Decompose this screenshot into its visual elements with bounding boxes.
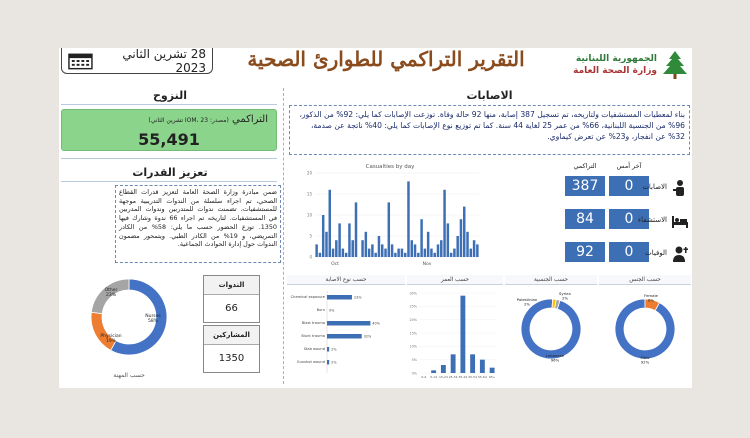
report-page	[59, 48, 692, 388]
daily-bar	[470, 249, 472, 257]
injury-type-value: 32%	[363, 334, 372, 339]
daily-bar	[430, 249, 432, 257]
injuries-description: بناء لمعطيات المستشفيات ولتاريخه، تم تسجيل 387 إصابة، منها 92 حالة وفاة. توزعت الإصابات كما يلي: 92% من الذكور، 96% من الجنسية اللبنانية، 66% من عمر 25 لغاية 44 سنة. كما تم توزيع نوع الإصابات كما يلي: 40% ناتجة عن صدمة، 32% عن انفجار، و23% عن تعرض كيماوي.	[289, 105, 690, 155]
x-tick-oct: Oct	[331, 262, 339, 267]
daily-bar	[388, 202, 390, 257]
daily-bar	[315, 244, 317, 257]
row-label-injured: الاصابات	[642, 183, 667, 191]
injury-type-bar	[327, 295, 352, 300]
y-tick-label: 30%	[409, 291, 417, 296]
daily-bar	[345, 253, 347, 257]
age-tick-label: 25-34	[448, 375, 458, 379]
daily-bar	[447, 223, 449, 257]
daily-bar	[325, 232, 327, 257]
capacity-title: تعزيز القدرات	[132, 166, 208, 179]
injuries-title: الاصابات	[466, 89, 513, 102]
nat-label-syrian: Syrian 2%	[558, 291, 572, 301]
age-tick-label: 65+	[488, 375, 496, 379]
divider	[61, 158, 277, 159]
y-tick-label: 5%	[411, 357, 417, 362]
y-tick-label: 10	[306, 212, 312, 218]
daily-bar	[348, 223, 350, 257]
displacement-source-note: (مصدر: IOM، 23 تشرين الثاني)	[148, 117, 229, 124]
daily-bar	[453, 249, 455, 257]
age-bar	[441, 365, 446, 373]
right-column	[287, 85, 692, 388]
y-tick-label: 20	[306, 170, 312, 176]
age-tick-label: 55-64	[478, 375, 487, 379]
injury-type-bar	[327, 360, 329, 365]
date-box	[61, 48, 213, 74]
left-column	[59, 85, 281, 388]
hospitalized-yesterday: 0	[609, 209, 649, 229]
divider	[61, 104, 277, 105]
daily-bar	[424, 249, 426, 257]
age-tick-label: 45-54	[468, 375, 477, 379]
participants-label: المشاركين	[204, 326, 259, 345]
ministry-logo	[549, 50, 689, 80]
injury-type-value: 2%	[331, 347, 337, 352]
gen-label-male: Male 92%	[640, 355, 650, 365]
seminars-label: الندوات	[204, 276, 259, 295]
daily-bar	[407, 181, 409, 257]
daily-bar	[319, 253, 321, 257]
y-tick-label: 20%	[409, 317, 417, 322]
age-bar	[451, 354, 456, 373]
capacity-description: ضمن مبادرة وزارة الصحة العامة لتعزيز قدرات القطاع الصحي، تم اجراء سلسلة من الندوات التدريبية موجهة للمستشفيات، تضمنت ندوات للمتدربين وندوات المدربين في المستشفيات. لتاريخه تم اجراء 66 ندوة وشارك فيها 1350. توزع الحضور حسب ما يلي: 58% من الكادر التمريضي، و 19% من الكادر الطبي. ويتمحور مضمون الندوات حول إدارة الحوادث الجماعية.	[115, 185, 281, 263]
injury-type-label: Chemical exposure	[290, 295, 325, 299]
age-bar	[470, 354, 475, 373]
nationality-donut-chart	[505, 287, 597, 387]
age-tick-label: 5-14	[430, 375, 438, 379]
daily-bar	[456, 236, 458, 257]
y-tick-label: 0	[309, 254, 312, 260]
report-date: 28 تشرين الثاني 2023	[122, 48, 206, 75]
row-label-hospitalized: الاستشفاء	[637, 216, 667, 224]
daily-bar	[404, 253, 406, 257]
col-header-cumulative: التراكمي	[573, 162, 597, 170]
nationality-slice-0	[521, 299, 581, 359]
row-label-deaths: الوفيات	[645, 249, 667, 257]
casualties-by-day-chart	[297, 161, 483, 269]
daily-bar	[433, 253, 435, 257]
injury-type-value: 40%	[372, 321, 380, 326]
injury-type-label: Gunshot wound	[296, 360, 325, 364]
injury-type-bar	[327, 321, 370, 326]
daily-bar	[365, 232, 367, 257]
daily-bar	[371, 244, 373, 257]
displacement-label	[148, 114, 268, 125]
nat-label-lebanese: Lebanese 96%	[545, 353, 565, 363]
daily-bar	[476, 244, 478, 257]
y-tick-label: 10%	[409, 344, 417, 349]
daily-bar	[329, 190, 331, 257]
panel-header-injury-type: حسب نوع الاصابة	[287, 275, 405, 285]
injured-yesterday: 0	[609, 176, 649, 196]
calendar-icon	[68, 52, 93, 70]
gender-donut-chart	[599, 287, 691, 387]
injury-type-chart	[287, 287, 405, 387]
daily-bar	[322, 215, 324, 257]
page-title: التقرير التراكمي للطوارئ الصحية	[247, 48, 525, 71]
injury-type-value: 0%	[329, 308, 335, 313]
daily-bar	[332, 249, 334, 257]
daily-bar	[414, 244, 416, 257]
age-tick-label: 0-4	[421, 375, 427, 379]
seminars-value: 66	[204, 295, 259, 322]
age-bar	[480, 360, 485, 373]
daily-bar	[338, 223, 340, 257]
age-tick-label: 15-24	[439, 375, 448, 379]
daily-bar	[335, 240, 337, 257]
column-divider	[283, 88, 284, 384]
displacement-title: النزوح	[153, 89, 187, 102]
daily-bar	[342, 249, 344, 257]
age-bar	[490, 368, 495, 373]
injury-type-label: Blunt trauma	[301, 334, 325, 338]
y-tick-label: 15%	[409, 331, 417, 336]
participants-stat	[203, 325, 260, 373]
age-chart	[407, 287, 503, 387]
daily-bar	[368, 249, 370, 257]
panel-header-gender: حسب الجنس	[599, 275, 691, 285]
y-tick-label: 25%	[409, 304, 417, 309]
daily-bar	[381, 244, 383, 257]
injury-type-label: Blast trauma	[301, 321, 325, 325]
displacement-label-text: التراكمي	[231, 114, 268, 125]
age-bar	[431, 370, 436, 373]
displacement-value: 55,491	[138, 130, 200, 149]
daily-bar	[411, 240, 413, 257]
logo-ministry-text: وزارة الصحة العامة	[573, 66, 657, 76]
daily-bar	[473, 240, 475, 257]
daily-bar	[443, 190, 445, 257]
injury-type-value: 23%	[353, 295, 362, 300]
profession-caption: حسب المهنة	[113, 372, 145, 379]
daily-bar	[450, 253, 452, 257]
donut-label-other: Other 23%	[104, 288, 118, 298]
injured-cumulative: 387	[565, 176, 605, 196]
daily-bar	[374, 253, 376, 257]
displacement-card	[61, 109, 277, 151]
cedar-icon	[661, 50, 689, 80]
chart-title: Casualties by day	[365, 164, 415, 170]
injury-type-label: Burn	[316, 308, 325, 312]
y-tick-label: 15	[306, 191, 312, 197]
daily-bar	[378, 236, 380, 257]
daily-bar	[391, 244, 393, 257]
injured-person-icon	[671, 179, 689, 197]
deceased-person-icon	[671, 245, 689, 263]
age-bar	[460, 296, 465, 373]
daily-bar	[427, 232, 429, 257]
logo-republic-text: الجمهورية اللبنانية	[575, 54, 657, 64]
daily-bar	[351, 240, 353, 257]
daily-bar	[463, 207, 465, 257]
deaths-cumulative: 92	[565, 242, 605, 262]
hospitalized-cumulative: 84	[565, 209, 605, 229]
nat-label-palestinian: Palestinian 2%	[516, 297, 538, 307]
seminars-stat	[203, 275, 260, 323]
y-tick-label: 0%	[411, 371, 417, 376]
daily-bar	[355, 202, 357, 257]
col-header-yesterday: آخر أمس	[616, 162, 642, 170]
injury-type-value: 2%	[331, 360, 337, 365]
daily-bar	[460, 219, 462, 257]
participants-value: 1350	[204, 345, 259, 372]
daily-bar	[466, 232, 468, 257]
panel-header-age: حسب العمر	[407, 275, 503, 285]
daily-bar	[384, 249, 386, 257]
injury-type-label: Stab wound	[303, 347, 325, 351]
panel-header-nationality: حسب الجنسية	[505, 275, 597, 285]
profession-slice-1	[91, 312, 116, 350]
daily-bar	[420, 219, 422, 257]
daily-bar	[440, 240, 442, 257]
y-tick-label: 5	[309, 233, 312, 239]
daily-bar	[397, 249, 399, 257]
x-tick-nov: Nov	[422, 262, 432, 267]
profession-donut-chart	[81, 269, 177, 365]
age-tick-label: 35-44	[458, 375, 468, 379]
daily-bar	[417, 253, 419, 257]
deaths-yesterday: 0	[609, 242, 649, 262]
daily-bar	[394, 253, 396, 257]
donut-label-physicians: Physician 19%	[100, 334, 122, 344]
daily-bar	[361, 240, 363, 257]
injury-type-bar	[327, 347, 329, 352]
divider	[61, 181, 277, 182]
daily-bar	[437, 244, 439, 257]
daily-bar	[401, 249, 403, 257]
hospital-bed-icon	[671, 212, 689, 230]
gen-label-female: Female 8%	[644, 293, 658, 303]
injury-type-bar	[327, 334, 362, 339]
donut-label-nurses: Nurses 58%	[145, 314, 161, 324]
